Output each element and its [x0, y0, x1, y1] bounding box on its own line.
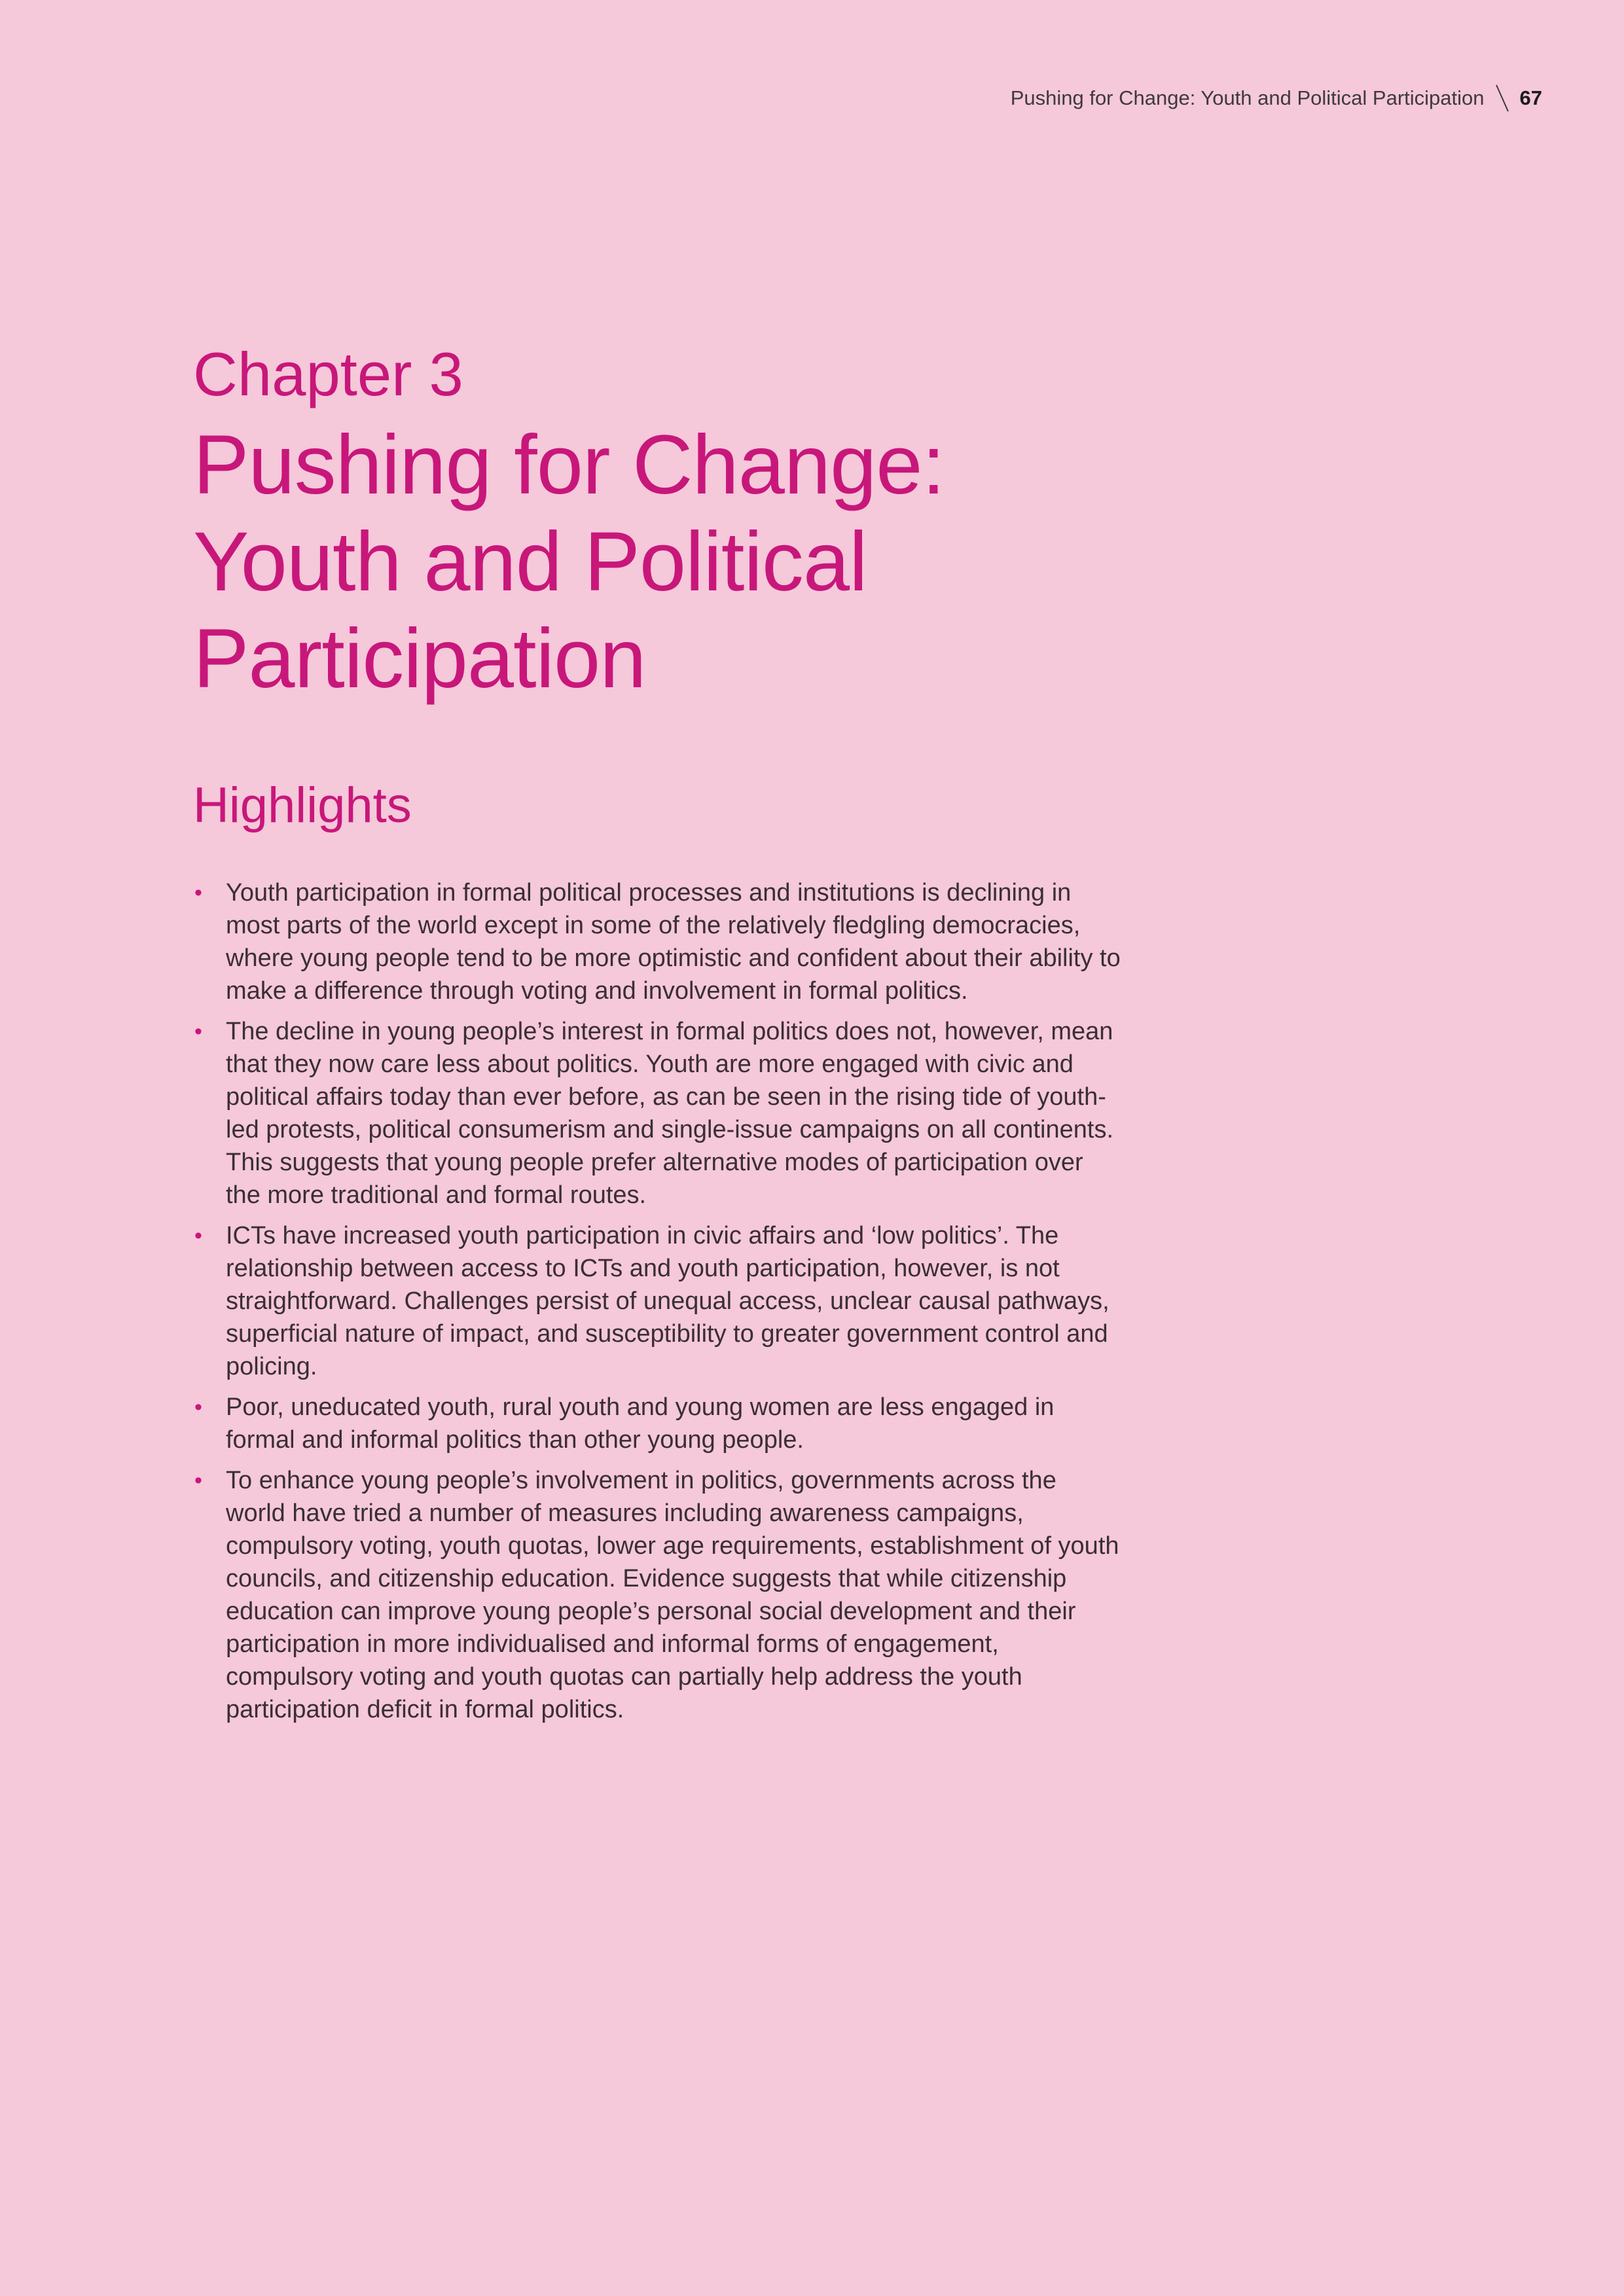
- chapter-title-line: Participation: [193, 612, 646, 706]
- list-item-text: Poor, uneducated youth, rural youth and young women are less engaged in formal and informal politics than other young people.: [226, 1393, 1055, 1454]
- chapter-opener: [193, 340, 1123, 1734]
- running-title: Pushing for Change: Youth and Political Participation: [1010, 86, 1485, 109]
- bullet-icon: •: [194, 1394, 202, 1420]
- list-item-text: Youth participation in formal political processes and institutions is declining in most parts of the world except in some of the relatively fledgling democracies, where young people tend to be more optimistic and confident about their ability to make a difference through voting and involvement in formal politics.: [226, 878, 1121, 1005]
- highlights-list: [193, 876, 1123, 1726]
- list-item: [193, 1015, 1123, 1211]
- chapter-title-line: Youth and Political: [193, 515, 867, 609]
- bullet-icon: •: [194, 1018, 202, 1044]
- chapter-label: Chapter 3: [193, 340, 463, 408]
- highlights-heading: Highlights: [193, 778, 412, 834]
- chapter-title-line: Pushing for Change:: [193, 418, 945, 512]
- list-item: [193, 876, 1123, 1007]
- list-item: [193, 1391, 1123, 1456]
- list-item-text: ICTs have increased youth participation in civic affairs and ‘low politics’. The relationship between access to ICTs and youth participation, however, is not straightforward. Challenges persist of unequal access, unclear causal pathways, superficial nature of impact, and susceptibility to greater government control and policing.: [226, 1221, 1110, 1380]
- bullet-icon: •: [194, 1223, 202, 1248]
- list-item: [193, 1464, 1123, 1726]
- list-item-text: To enhance young people’s involvement in politics, governments across the world have tried a number of measures including awareness campaigns, compulsory voting, youth quotas, lower age requirements, establishment of youth councils, and citizenship education. Evidence suggests that while citizenship education can improve young people’s personal social development and their participation in more individualised and informal forms of engagement, compulsory voting and youth quotas can partially help address the youth participation deficit in formal politics.: [226, 1466, 1119, 1723]
- bullet-icon: •: [194, 880, 202, 905]
- running-header: [1011, 84, 1542, 113]
- list-item: [193, 1219, 1123, 1383]
- header-divider: [1496, 84, 1509, 111]
- chapter-title: [193, 417, 1123, 708]
- list-item-text: The decline in young people’s interest in formal politics does not, however, mean that they now care less about politics. Youth are more engaged with civic and political affairs today than ever before, as can be seen in the rising tide of youth-led protests, political consumerism and single-issue campaigns on all continents. This suggests that young people prefer alternative modes of participation over the more traditional and formal routes.: [226, 1017, 1114, 1209]
- page-number: 67: [1519, 86, 1542, 109]
- bullet-icon: •: [194, 1467, 202, 1493]
